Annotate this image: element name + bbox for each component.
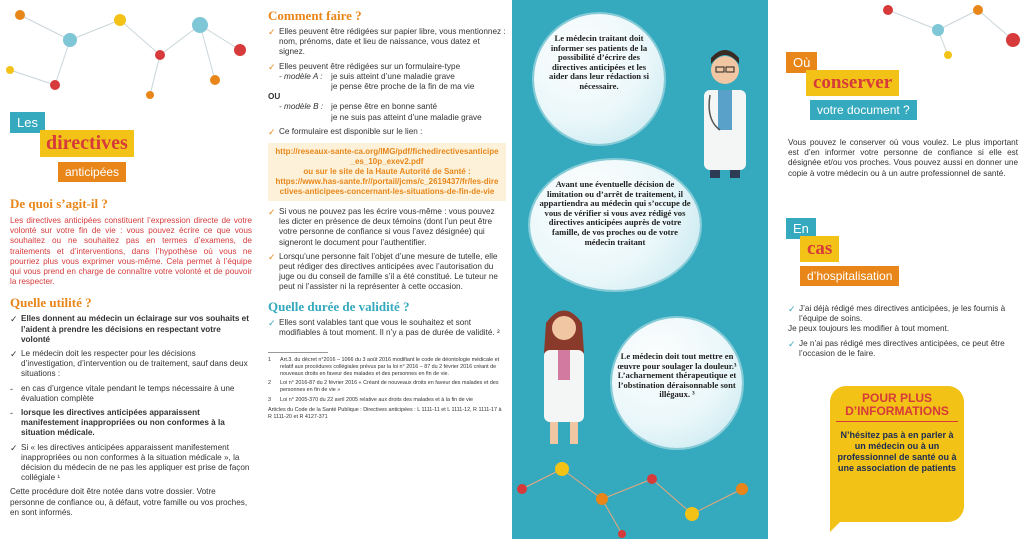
list-item: - lorsque les directives anticipées apparaissent manifestement inappropriées ou non conformes à la situation médicale.	[10, 408, 225, 438]
list-item: ✓ Si « les directives anticipées apparaissent manifestement inappropriées ou non conformes à la situation médicale », la décision du médecin de ne pas les appliquer est prise de façon collégiale ¹	[10, 442, 250, 483]
list-item: ✓ Si vous ne pouvez pas les écrire vous-même : vous pouvez les dicter en présence de deux témoins (dont l’un peut être votre personne de confiance si vous l’avez désignée) qui signeront le document pour l’authentifier.	[268, 207, 495, 247]
bubble-text: Avant une éventuelle décision de limitation ou d’arrêt de traitement, il appartiendra au médecin qui s’occupe de vous de vérifier si vous avez rédigé vos directives anticipées auprès de votre famille, de vos proches ou de votre médecin traitant	[539, 179, 691, 247]
molecule-decoration-icon	[768, 0, 1024, 60]
link-has[interactable]: https://www.has-sante.fr//portail/jcms/c_2619437/fr/les-directives-anticipees-concernant-les-situations-de-fin-de-vie	[275, 177, 499, 197]
list-item: ✓ Elles peuvent être rédigées sur papier libre, vous mentionnez : nom, prénoms, date et lieu de naissance, vous datez et signez.	[268, 27, 506, 57]
info-box	[830, 386, 964, 522]
quoi-paragraph: Les directives anticipées constituent l’expression directe de votre volonté sur votre fin de vie : vous pouvez écrire ce que vous souhaitez ou ne souhaitez pas en termes d’examens, de traitements et d’interventions, dans l’hypothèse où vous ne pourriez plus vous exprimer vous-même. Cela permet à l’équipe qui vous prend en charge de connaître votre volonté et de pouvoir la respecter.	[10, 216, 252, 287]
footnote-divider	[268, 352, 328, 353]
check-icon: ✓	[268, 317, 276, 328]
heading-quoi: De quoi s’agit-il ?	[10, 196, 108, 211]
check-icon: ✓	[788, 304, 796, 314]
title-en: En	[786, 218, 816, 239]
form-links: http://reseaux-sante-ca.org/IMG/pdf/fichedirectivesanticipe_es_10p_exev2.pdf ou sur le site de la Haute Autorité de Santé : https://www.has-sante.fr//portail/jcms/c_2619437/fr/les-directives-anticipees-concernant-les-situations-de-fin-de-vie	[268, 143, 506, 201]
list-item: ✓ Elles peuvent être rédigées sur un formulaire-type	[268, 61, 461, 72]
bubble-text: Le médecin doit tout mettre en œuvre pour soulager la douleur.³ L’acharnement thérapeutique et l’obstination déraisonnable sont illégaux. ³	[617, 351, 737, 400]
list-item: ✓ Lorsqu’une personne fait l’objet d’une mesure de tutelle, elle peut rédiger des directives anticipées avec l’autorisation du juge ou du conseil de famille s’il a été constitué. Le tuteur ne peut ni l’assister ni la représenter à cette occasion.	[268, 251, 498, 292]
check-icon: ✓	[268, 27, 276, 37]
conserver-paragraph: Vous pouvez le conserver où vous voulez. Le plus important est d’en informer votre personne de confiance si elle est désignée et/ou vos proches. Vous pouvez aussi en donner une copie à votre médecin ou à un autre professionnel de santé.	[788, 138, 1018, 178]
title-directives: directives	[40, 130, 134, 157]
footnote: 2 Loi n° 2016-87 du 2 février 2016 « Créant de nouveaux droits en faveur des malades et des personnes en fin de vie »	[268, 380, 499, 394]
title-ou: Où	[786, 52, 817, 73]
doctor-female-icon	[534, 298, 594, 448]
teal-panel	[512, 0, 768, 539]
list-item: - en cas d’urgence vitale pendant le temps nécessaire à une évaluation complète	[10, 383, 235, 403]
check-icon: ✓	[268, 126, 276, 137]
speech-tail	[830, 518, 844, 532]
list-item: ✓ Elles donnent au médecin un éclairage sur vos souhaits et l’aident à prendre les décisions en respectant votre volonté	[10, 314, 249, 344]
molecule-decoration-icon	[512, 439, 768, 539]
info-title: D’INFORMATIONS	[836, 405, 958, 422]
heading-comment: Comment faire ?	[268, 8, 362, 23]
check-icon: ✓	[268, 61, 276, 72]
info-title: POUR PLUS	[861, 391, 932, 405]
check-icon: ✓	[10, 442, 18, 453]
check-icon: ✓	[10, 349, 18, 360]
footnote: 3 Loi n° 2005-370 du 22 avril 2005 relative aux droits des malades et à la fin de vie	[268, 397, 474, 404]
middle-column: Comment faire ? ✓ Elles peuvent être rédigées sur papier libre, vous mentionnez : nom, prénoms, date et lieu de naissance, vous datez et signez. ✓ Elles peuvent être rédigées sur un formulaire-type - modèle A : je suis atteint d’une maladie grave je pense être proche de la fin de ma vie OU - modèle B : je pense être en bonne santé je ne suis pas atteint d’une maladie grave ✓ Ce formulaire est disponible sur le lien : http://reseaux-sante-ca.org/IMG/pdf/fichedirectivesanticipe_es_10p_exev2.pdf ou sur le site de la Haute Autorité de Santé : https://www.has-sante.fr//portail/jcms/c_2619437/fr/les-directives-anticipees-concernant-les-situations-de-fin-de-vie ✓ Si vous ne pouvez pas les écrire vous-même : vous pouvez les dicter en présence de deux témoins (dont l’un peut être votre personne de confiance si vous l’avez désignée) qui signeront le document pour l’authentifier. ✓ Lorsqu’une personne fait l’objet d’une mesure de tutelle, elle peut rédiger des directives anticipées avec l’autorisation du juge ou du conseil de famille s’il a été constitué. Le tuteur ne peut ni l’assister ni la représenter à cette occasion. Quelle durée de validité ? ✓ Elles sont valables tant que vous le souhaitez et sont modifiables à tout moment. Il n’y a pas de durée de validité. ² 1 Art.3. du décret n°2016 – 1066 du 3 août 2016 modifiant le code de déontologie médicale et relatif aux procédures collégiales prévus par la loi n° 2016 – 87 du 2 février 2016 créant de nouveaux droits en faveur des malades et des personnes en fin de vie. 2 Loi n° 2016-87 du 2 février 2016 « Créant de nouveaux droits en faveur des malades et des personnes en fin de vie » 3 Loi n° 2005-370 du 22 avril 2005 relative aux droits des malades et à la fin de vie Articles du Code de la Santé Publique : Directives anticipées : L 1111-11 et L 1111-12, R 1111-17 à R 1111-20 et R 4127-371	[268, 8, 506, 420]
right-column: Où conserver votre document ? Vous pouvez le conserver où vous voulez. Le plus important est d’en informer votre personne de confiance si elle est désignée et/ou vos proches. Vous pouvez aussi en donner une copie à votre médecin ou à un autre professionnel de santé. En cas d’hospitalisation ✓ J’ai déjà rédigé mes directives anticipées, je les fournis à l’équipe de soins. Je peux toujours les modifier à tout moment. ✓ Je n’ai pas rédigé mes directives anticipées, ce peut être l’occasion de le faire. POUR PLUS D’INFORMATIONS N’hésitez pas à en parler à un médecin ou à un professionnel de santé ou à une association de patients	[768, 0, 1024, 539]
title-hospitalisation: d’hospitalisation	[800, 266, 899, 286]
footnote: Articles du Code de la Santé Publique : Directives anticipées : L 1111-11 et L 1111-12, R 1111-17 à R 1111-20 et R 4127-371	[268, 406, 502, 420]
check-icon: ✓	[788, 338, 796, 349]
heading-duree: Quelle durée de validité ?	[268, 298, 410, 314]
molecule-decoration-icon	[0, 0, 258, 110]
title-cas: cas	[800, 236, 839, 262]
check-icon: ✓	[10, 314, 18, 325]
list-item: ✓ Elles sont valables tant que vous le souhaitez et sont modifiables à tout moment. Il n’y a pas de durée de validité. ²	[268, 317, 500, 337]
utilite-list	[10, 314, 252, 483]
heading-utilite: Quelle utilité ?	[10, 295, 92, 311]
list-item: ✓ Je n’ai pas rédigé mes directives anticipées, ce peut être l’occasion de le faire.	[788, 338, 1005, 358]
quoi-section	[10, 196, 252, 518]
check-icon: ✓	[268, 251, 276, 262]
footnote: 1 Art.3. du décret n°2016 – 1066 du 3 août 2016 modifiant le code de déontologie médicale et relatif aux procédures collégiales prévus par la loi n° 2016 – 87 du 2 février 2016 créant de nouveaux droits en faveur des malades et des personnes en fin de vie.	[268, 357, 500, 377]
title-les: Les	[10, 112, 45, 133]
check-icon: ✓	[268, 207, 276, 218]
doctor-male-icon	[690, 40, 760, 180]
list-item: ✓ Le médecin doit les respecter pour les décisions d’investigation, d’intervention ou de traitement, sauf dans deux situations :	[10, 349, 248, 379]
title-votre-document: votre document ?	[810, 100, 917, 120]
procedure-note: Cette procédure doit être notée dans votre dossier. Votre personne de confiance ou, à défaut, votre famille ou vos proches, en sont informés.	[10, 487, 248, 517]
list-item: ✓ Ce formulaire est disponible sur le lien :	[268, 126, 423, 137]
left-column	[0, 0, 258, 539]
bubble-text: Le médecin traitant doit informer ses patients de la possibilité d’écrire des directives anticipées et les aider dans leur rédaction si nécessaire.	[549, 33, 649, 91]
list-item: ✓ J’ai déjà rédigé mes directives anticipées, je les fournis à l’équipe de soins.	[788, 304, 1006, 324]
title-anticipees: anticipées	[58, 162, 126, 182]
info-text: N’hésitez pas à en parler à un médecin ou à un professionnel de santé ou à une association de patients	[837, 430, 957, 473]
title-conserver: conserver	[806, 70, 899, 96]
link-reseaux[interactable]: http://reseaux-sante-ca.org/IMG/pdf/fichedirectivesanticipe_es_10p_exev2.pdf	[275, 147, 499, 167]
